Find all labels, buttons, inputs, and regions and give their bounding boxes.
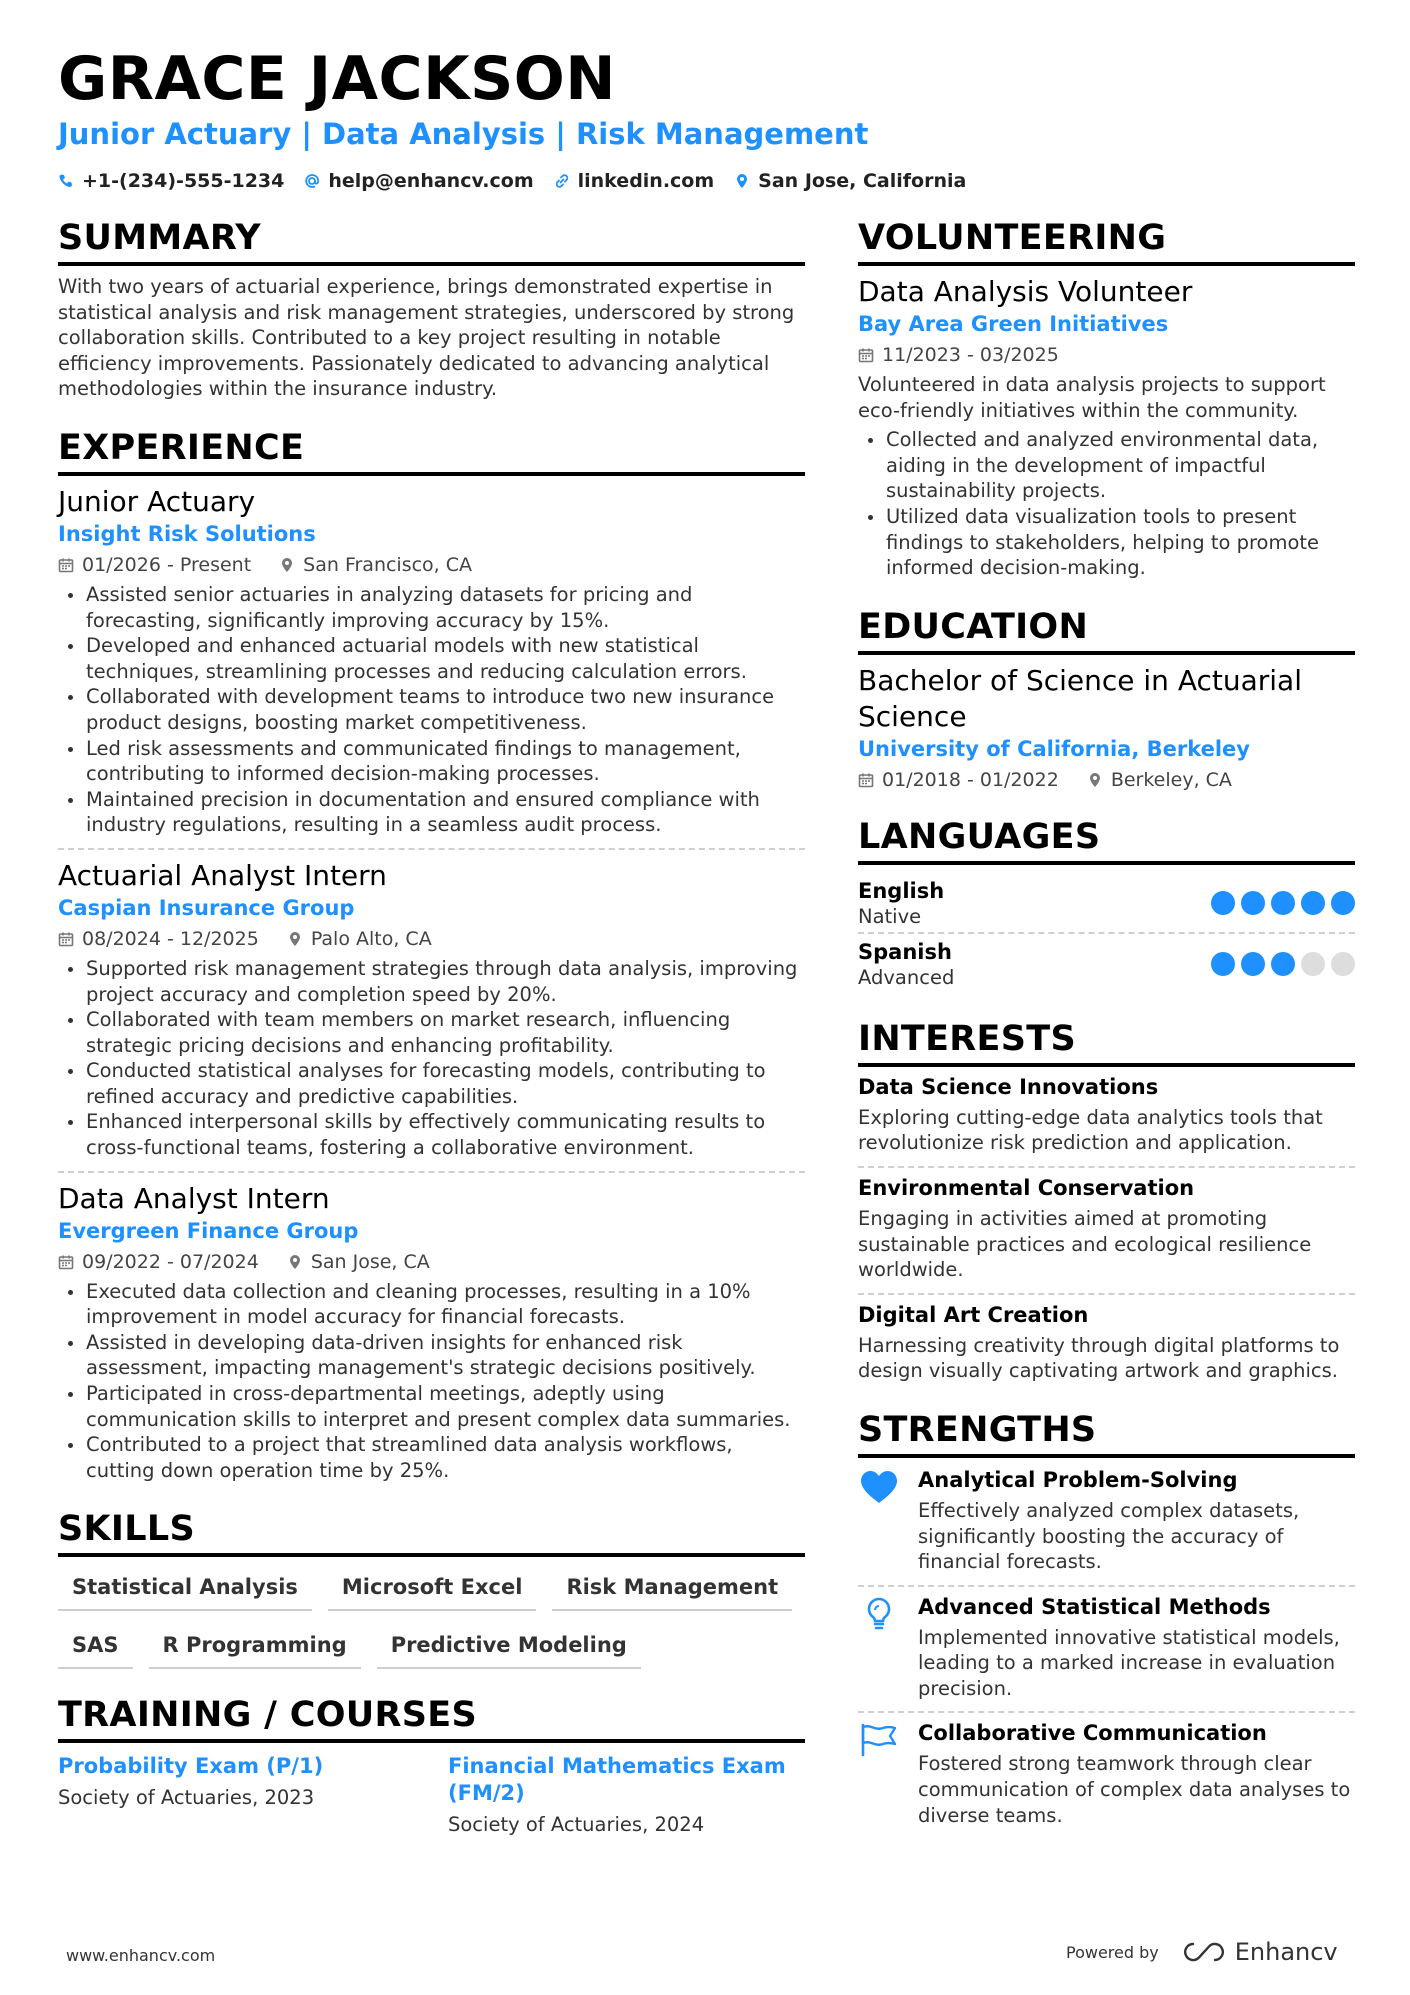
language-name: Spanish	[858, 939, 952, 964]
rating-dot-empty	[1331, 952, 1355, 976]
job-bullet: Contributed to a project that streamlined data analysis workflows, cutting down operation time by 25%.	[58, 1432, 805, 1483]
candidate-name: GRACE JACKSON	[58, 44, 617, 114]
rating-dot-filled	[1241, 891, 1265, 915]
volunteering-title: VOLUNTEERING	[858, 218, 1355, 266]
interest-title: Digital Art Creation	[858, 1302, 1089, 1327]
interest-entry	[858, 1303, 1355, 1384]
interests-section	[858, 1019, 1355, 1384]
job-meta	[58, 1251, 805, 1273]
language-rating	[1211, 891, 1355, 915]
rating-dot-filled	[1271, 891, 1295, 915]
course-name: Probability Exam (P/1)	[58, 1754, 324, 1779]
at-icon	[304, 173, 320, 189]
job-bullet: Developed and enhanced actuarial models with new statistical techniques, streamlining processes and reducing calculation errors.	[58, 633, 805, 684]
brand-logo[interactable]	[1181, 1938, 1338, 1966]
education-degree: Bachelor of Science in Actuarial Science	[858, 663, 1302, 733]
job-meta	[58, 928, 805, 950]
calendar-icon	[858, 347, 874, 363]
job-bullet: Participated in cross-departmental meetings, adeptly using communication skills to interpret and present complex data summaries.	[58, 1381, 805, 1432]
interests-title: INTERESTS	[858, 1019, 1355, 1067]
job-location-text: San Jose, CA	[310, 1250, 430, 1273]
job-meta	[58, 554, 805, 576]
course-name: Financial Mathematics Exam (FM/2)	[448, 1754, 786, 1806]
job-dates-text: 01/2026 - Present	[82, 553, 252, 576]
lightbulb-icon	[859, 1597, 899, 1631]
languages-title: LANGUAGES	[858, 817, 1355, 865]
volunteer-role: Data Analysis Volunteer	[858, 275, 1193, 308]
calendar-icon	[58, 931, 74, 947]
language-level: Advanced	[858, 965, 955, 989]
heart-icon	[859, 1470, 899, 1504]
volunteering-section	[858, 218, 1355, 581]
volunteer-bullet: Utilized data visualization tools to present findings to stakeholders, helping to promote informed decision-making.	[858, 504, 1355, 581]
job-bullet: Enhanced interpersonal skills by effectively communicating results to cross-functional teams, fostering a collaborative environment.	[58, 1109, 805, 1160]
location-pin-icon	[287, 1254, 303, 1270]
contact-location	[734, 170, 966, 192]
rating-dot-filled	[1211, 891, 1235, 915]
job-bullets	[58, 956, 805, 1161]
strength-description: Fostered strong teamwork through clear communication of complex data analyses to diverse teams.	[918, 1752, 1351, 1827]
education-location-text: Berkeley, CA	[1110, 768, 1232, 791]
entry-divider	[858, 1585, 1355, 1587]
strength-entry	[858, 1595, 1355, 1702]
right-column	[858, 218, 1355, 1828]
contact-email-text: help@enhancv.com	[328, 170, 534, 192]
job-entry	[58, 858, 805, 1161]
interest-description: Harnessing creativity through digital platforms to design visually captivating artwork and graphics.	[858, 1333, 1340, 1383]
candidate-headline: Junior Actuary | Data Analysis | Risk Management	[58, 117, 869, 151]
job-location	[287, 928, 432, 950]
job-dates	[58, 928, 259, 950]
interest-entry	[858, 1176, 1355, 1283]
entry-divider	[58, 1171, 805, 1173]
location-pin-icon	[1087, 772, 1103, 788]
job-dates-text: 09/2022 - 07/2024	[82, 1250, 259, 1273]
entry-divider	[58, 848, 805, 850]
skill-tag: Risk Management	[552, 1569, 792, 1611]
job-location	[279, 554, 472, 576]
strength-description: Implemented innovative statistical models, leading to a marked increase in evaluation precision.	[918, 1625, 1340, 1700]
job-company: Insight Risk Solutions	[58, 521, 316, 546]
job-company: Evergreen Finance Group	[58, 1218, 359, 1243]
job-company: Caspian Insurance Group	[58, 895, 355, 920]
strength-icon-wrap	[858, 1595, 900, 1702]
language-row	[858, 934, 1355, 993]
job-entry	[58, 1181, 805, 1484]
calendar-icon	[58, 1254, 74, 1270]
summary-title: SUMMARY	[58, 218, 805, 266]
summary-section	[58, 218, 805, 402]
footer-website[interactable]: www.enhancv.com	[66, 1946, 216, 1965]
contact-email[interactable]	[304, 170, 533, 192]
education-dates	[858, 769, 1059, 791]
job-bullet: Executed data collection and cleaning processes, resulting in a 10% improvement in model accuracy for financial forecasts.	[58, 1279, 805, 1330]
link-icon	[554, 173, 570, 189]
rating-dot-filled	[1271, 952, 1295, 976]
skills-title: SKILLS	[58, 1509, 805, 1557]
location-pin-icon	[734, 173, 750, 189]
phone-icon	[58, 173, 74, 189]
interest-description: Engaging in activities aimed at promoting sustainable practices and ecological resilience worldwide.	[858, 1206, 1312, 1282]
language-name: English	[858, 878, 945, 903]
strength-entry	[858, 1721, 1355, 1828]
powered-by-label: Powered by	[1066, 1942, 1159, 1962]
contact-bar	[58, 170, 966, 192]
contact-link[interactable]	[554, 170, 715, 192]
job-dates-text: 08/2024 - 12/2025	[82, 927, 259, 950]
skills-list	[58, 1569, 805, 1669]
job-role: Actuarial Analyst Intern	[58, 858, 387, 892]
skills-section	[58, 1509, 805, 1669]
job-entry	[58, 484, 805, 838]
job-role: Junior Actuary	[58, 484, 256, 518]
contact-location-text: San Jose, California	[758, 170, 967, 192]
skill-tag: R Programming	[149, 1627, 361, 1669]
language-level: Native	[858, 904, 922, 928]
education-meta	[858, 769, 1355, 791]
interest-title: Environmental Conservation	[858, 1175, 1195, 1200]
volunteer-meta	[858, 344, 1355, 366]
job-bullets	[58, 1279, 805, 1484]
footer-branding	[1066, 1938, 1338, 1966]
volunteer-dates	[858, 344, 1059, 366]
volunteer-bullets	[858, 427, 1355, 581]
courses-list	[58, 1753, 805, 1836]
strength-title: Collaborative Communication	[918, 1721, 1267, 1746]
job-location	[287, 1251, 430, 1273]
job-location-text: San Francisco, CA	[303, 553, 473, 576]
volunteer-org: Bay Area Green Initiatives	[858, 312, 1169, 336]
skill-tag: Predictive Modeling	[377, 1627, 641, 1669]
job-bullet: Collaborated with team members on market research, influencing strategic pricing decisions and enhancing profitability.	[58, 1007, 805, 1058]
location-pin-icon	[279, 557, 295, 573]
job-bullet: Assisted in developing data-driven insights for enhanced risk assessment, impacting management's strategic decisions positively.	[58, 1330, 805, 1381]
strengths-title: STRENGTHS	[858, 1410, 1355, 1458]
job-role: Data Analyst Intern	[58, 1181, 330, 1215]
enhancv-logo-icon	[1181, 1940, 1227, 1964]
education-dates-text: 01/2018 - 01/2022	[882, 768, 1059, 791]
strength-description: Effectively analyzed complex datasets, significantly boosting the accuracy of financial forecasts.	[918, 1498, 1300, 1574]
languages-section	[858, 817, 1355, 993]
flag-icon	[859, 1723, 899, 1757]
education-school: University of California, Berkeley	[858, 736, 1250, 761]
skill-tag: Statistical Analysis	[58, 1569, 312, 1611]
education-title: EDUCATION	[858, 607, 1355, 655]
volunteer-dates-text: 11/2023 - 03/2025	[882, 344, 1059, 366]
interest-description: Exploring cutting-edge data analytics tools that revolutionize risk prediction and application.	[858, 1105, 1323, 1155]
course-org: Society of Actuaries, 2023	[58, 1786, 315, 1810]
interest-title: Data Science Innovations	[858, 1074, 1159, 1099]
brand-name: Enhancv	[1234, 1938, 1338, 1966]
location-pin-icon	[287, 931, 303, 947]
language-row	[858, 873, 1355, 932]
entry-divider	[858, 1293, 1355, 1295]
course-entry	[58, 1753, 414, 1836]
job-bullet: Assisted senior actuaries in analyzing datasets for pricing and forecasting, significantly improving accuracy by 15%.	[58, 582, 805, 633]
entry-divider	[858, 1711, 1355, 1713]
skill-tag: SAS	[58, 1627, 133, 1669]
education-location	[1087, 769, 1232, 791]
job-location-text: Palo Alto, CA	[310, 927, 432, 950]
job-bullet: Supported risk management strategies through data analysis, improving project accuracy and completion speed by 20%.	[58, 956, 805, 1007]
training-section	[58, 1695, 805, 1836]
entry-divider	[858, 1166, 1355, 1168]
training-title: TRAINING / COURSES	[58, 1695, 805, 1743]
calendar-icon	[858, 772, 874, 788]
strength-title: Analytical Problem-Solving	[918, 1467, 1238, 1492]
strength-icon-wrap	[858, 1721, 900, 1828]
volunteer-description: Volunteered in data analysis projects to support eco-friendly initiatives within the community.	[858, 373, 1326, 422]
job-bullet: Conducted statistical analyses for forecasting models, contributing to refined accuracy and predictive capabilities.	[58, 1058, 805, 1109]
left-column	[58, 218, 805, 1836]
strengths-section	[858, 1410, 1355, 1828]
job-bullet: Maintained precision in documentation and ensured compliance with industry regulations, resulting in a seamless audit process.	[58, 787, 805, 838]
job-dates	[58, 554, 251, 576]
job-dates	[58, 1251, 259, 1273]
strength-entry	[858, 1468, 1355, 1575]
rating-dot-filled	[1241, 952, 1265, 976]
course-entry	[448, 1753, 804, 1836]
language-rating	[1211, 952, 1355, 976]
strength-title: Advanced Statistical Methods	[918, 1594, 1271, 1619]
strength-icon-wrap	[858, 1468, 900, 1575]
contact-phone-text: +1-(234)-555-1234	[82, 170, 285, 192]
education-section	[858, 607, 1355, 791]
job-bullet: Led risk assessments and communicated findings to management, contributing to informed decision-making processes.	[58, 736, 805, 787]
calendar-icon	[58, 557, 74, 573]
rating-dot-filled	[1331, 891, 1355, 915]
job-bullet: Collaborated with development teams to introduce two new insurance product designs, boosting market competitiveness.	[58, 684, 805, 735]
rating-dot-filled	[1301, 891, 1325, 915]
contact-link-text: linkedin.com	[577, 170, 715, 192]
rating-dot-filled	[1211, 952, 1235, 976]
rating-dot-empty	[1301, 952, 1325, 976]
skill-tag: Microsoft Excel	[328, 1569, 537, 1611]
experience-section	[58, 428, 805, 1483]
course-org: Society of Actuaries, 2024	[448, 1813, 705, 1837]
summary-text: With two years of actuarial experience, brings demonstrated expertise in statistical analysis and risk management strategies, underscored by strong collaboration skills. Contributed to a key project resulting in notable efficiency improvements. Passionately dedicated to advancing analytical methodologies within the insurance industry.	[58, 275, 795, 401]
job-bullets	[58, 582, 805, 838]
volunteer-bullet: Collected and analyzed environmental data, aiding in the development of impactful sustainability projects.	[858, 427, 1355, 504]
contact-phone[interactable]	[58, 170, 284, 192]
experience-title: EXPERIENCE	[58, 428, 805, 476]
interest-entry	[858, 1075, 1355, 1156]
